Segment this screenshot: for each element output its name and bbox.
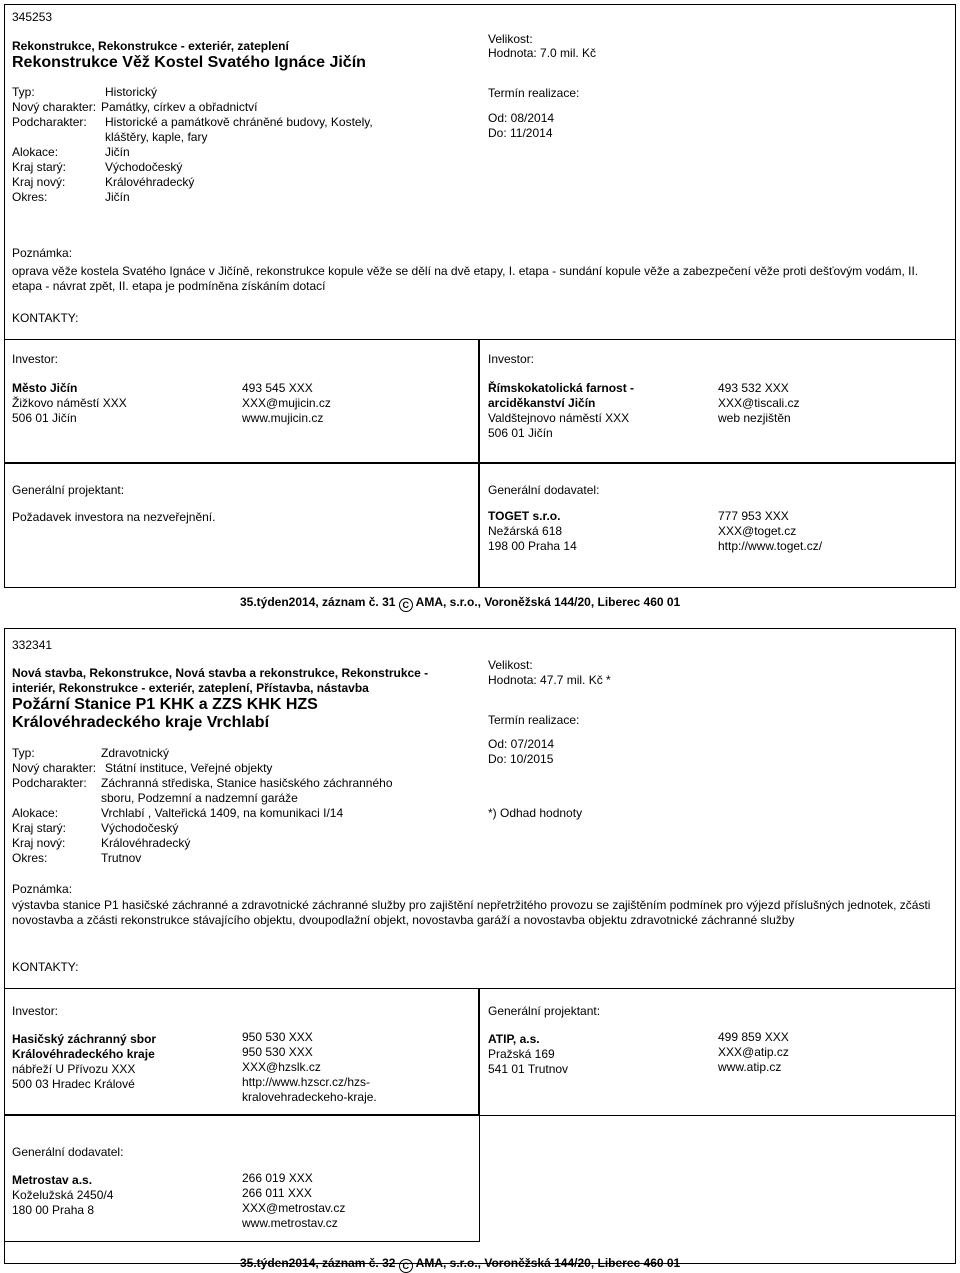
footer-company: AMA, s.r.o., Voroněžská 144/20, Liberec 460 01 xyxy=(415,1256,681,1270)
contact-line: Žižkovo náměstí XXX xyxy=(12,396,127,410)
term-label: Termín realizace: xyxy=(488,86,580,100)
contact-web: www.metrostav.cz xyxy=(242,1216,338,1230)
size-label: Velikost: xyxy=(488,32,533,46)
field-label: Typ: xyxy=(12,746,35,760)
contacts-heading: KONTAKTY: xyxy=(12,311,79,325)
field-value: Historický xyxy=(105,85,158,99)
contact-role: Generální projektant: xyxy=(488,1004,601,1018)
field-value: Památky, církev a obřadnictví xyxy=(101,100,258,114)
contact-phone: 777 953 XXX xyxy=(718,509,789,523)
value: Hodnota: 47.7 mil. Kč * xyxy=(488,673,611,687)
contact-name: TOGET s.r.o. xyxy=(488,509,561,523)
contact-phone: 266 019 XXX xyxy=(242,1171,313,1185)
contact-email: XXX@metrostav.cz xyxy=(242,1201,346,1215)
contact-email: XXX@atip.cz xyxy=(718,1045,789,1059)
record-fields xyxy=(12,85,472,205)
contact-name: ATIP, a.s. xyxy=(488,1032,540,1046)
contact-info xyxy=(718,509,822,554)
contact-web: kralovehradeckeho-kraje. xyxy=(242,1090,377,1104)
record-category xyxy=(12,666,428,696)
field-value: Východočeský xyxy=(105,160,183,174)
record-id: 345253 xyxy=(12,10,53,24)
field-label: Podcharakter: xyxy=(12,115,87,129)
contact-name: Město Jičín xyxy=(12,381,78,395)
contact-email: XXX@mujicin.cz xyxy=(242,396,331,410)
page-footer xyxy=(240,595,680,612)
field-value: Královéhradecký xyxy=(105,175,195,189)
contact-phone: 266 011 XXX xyxy=(242,1186,312,1200)
contact-name: Hasičský záchranný sbor xyxy=(12,1032,157,1046)
record-title xyxy=(12,696,318,732)
contact-email: XXX@hzslk.cz xyxy=(242,1060,321,1074)
contact-phone: 493 532 XXX xyxy=(718,381,789,395)
footer-record: 35.týden2014, záznam č. 31 xyxy=(240,595,396,609)
contact-text: Požadavek investora na nezveřejnění. xyxy=(12,510,216,524)
record-title: Rekonstrukce Věž Kostel Svatého Ignáce Jičín xyxy=(12,54,366,71)
category-line: interiér, Rekonstrukce - exteriér, zateplení, Přístavba, nástavba xyxy=(12,681,369,695)
field-value: Historické a památkově chráněné budovy, Kostely, kláštěry, kaple, fary xyxy=(105,115,373,144)
contact-address xyxy=(488,1032,568,1077)
contact-web: web nezjištěn xyxy=(718,411,791,425)
note-text: oprava věže kostela Svatého Ignáce v Jičíně, rekonstrukce kopule věže se dělí na dvě etapy, I. etapa - sundání kopule věže a zabezpečení věže proti dešťovým vodám, II. etapa - návrat zpět, II. etapa je podmíněna získáním dotací xyxy=(12,264,919,293)
category-line: Nová stavba, Rekonstrukce, Nová stavba a rekonstrukce, Rekonstrukce - xyxy=(12,666,429,680)
contact-role: Investor: xyxy=(488,352,535,366)
field-label: Podcharakter: xyxy=(12,776,87,790)
note-text: výstavba stanice P1 hasičské záchranné a zdravotnické záchranné služby pro zajištění nepřetržitého provozu se zajištěním podmínek pro výjezd příslušných jednotek, zčásti novostavba a zčásti rekonstrukce stávajícího objektu, dvoupodlažní objekt, novostavba garáží a novostavba objektu zdravotnické záchranné služby xyxy=(12,898,931,927)
contact-web: http://www.hzscr.cz/hzs- xyxy=(242,1075,371,1089)
contact-phone: 950 530 XXX xyxy=(242,1045,313,1059)
size-label: Velikost: xyxy=(488,658,533,672)
field-label: Okres: xyxy=(12,851,48,865)
contact-address xyxy=(488,381,634,441)
contact-address xyxy=(12,1032,156,1092)
footer-record: 35.týden2014, záznam č. 32 xyxy=(240,1256,396,1270)
contact-name: Římskokatolická farnost - xyxy=(488,381,635,395)
page-footer xyxy=(240,1256,680,1273)
contact-line: 500 03 Hradec Králové xyxy=(12,1077,135,1091)
contact-line: Pražská 169 xyxy=(488,1047,555,1061)
contact-info xyxy=(718,381,800,426)
field-value: Státní instituce, Veřejné objekty xyxy=(105,761,273,775)
contact-role: Generální dodavatel: xyxy=(488,483,600,497)
contact-role: Investor: xyxy=(12,1004,59,1018)
contact-web: www.atip.cz xyxy=(718,1060,782,1074)
contact-role: Generální dodavatel: xyxy=(12,1145,124,1159)
term-from: Od: 08/2014 xyxy=(488,111,555,125)
contact-line: 506 01 Jičín xyxy=(488,426,553,440)
title-line: Královéhradeckého kraje Vrchlabí xyxy=(12,714,270,731)
field-label: Alokace: xyxy=(12,145,59,159)
contact-address xyxy=(12,1173,113,1218)
title-line: Požární Stanice P1 KHK a ZZS KHK HZS xyxy=(12,696,318,713)
contact-name: arciděkanství Jičín xyxy=(488,396,596,410)
field-label: Kraj starý: xyxy=(12,821,67,835)
value: Hodnota: 7.0 mil. Kč xyxy=(488,46,597,60)
contact-email: XXX@toget.cz xyxy=(718,524,797,538)
contact-projektant xyxy=(4,462,480,588)
field-value: Trutnov xyxy=(101,851,142,865)
contact-line: Nežárská 618 xyxy=(488,524,563,538)
term-to: Do: 10/2015 xyxy=(488,752,554,766)
estimate-note: *) Odhad hodnoty xyxy=(488,806,583,820)
contact-line: 198 00 Praha 14 xyxy=(488,539,577,553)
field-value: Záchranná střediska, Stanice hasičského záchranného sboru, Podzemní a nadzemní garáže xyxy=(101,776,393,805)
field-label: Kraj starý: xyxy=(12,160,67,174)
contact-phone: 499 859 XXX xyxy=(718,1030,789,1044)
record-id: 332341 xyxy=(12,638,53,652)
contact-phone: 493 545 XXX xyxy=(242,381,313,395)
copyright-icon: C xyxy=(399,598,413,612)
footer-company: AMA, s.r.o., Voroněžská 144/20, Liberec 460 01 xyxy=(415,595,681,609)
field-value: Vrchlabí , Valteřická 1409, na komunikaci I/14 xyxy=(101,806,344,820)
field-value: Královéhradecký xyxy=(101,836,191,850)
field-value: Jičín xyxy=(105,190,130,204)
contact-address xyxy=(12,381,127,426)
contact-role: Generální projektant: xyxy=(12,483,125,497)
field-value: Jičín xyxy=(105,145,130,159)
term-from: Od: 07/2014 xyxy=(488,737,555,751)
contact-email: XXX@tiscali.cz xyxy=(718,396,800,410)
note-label: Poznámka: xyxy=(12,882,73,896)
contact-line: Koželužská 2450/4 xyxy=(12,1188,114,1202)
contact-line: 180 00 Praha 8 xyxy=(12,1203,95,1217)
contact-info xyxy=(718,1030,789,1075)
term-to: Do: 11/2014 xyxy=(488,126,553,140)
contact-info xyxy=(242,1171,345,1231)
field-value: Zdravotnický xyxy=(101,746,170,760)
field-label: Alokace: xyxy=(12,806,59,820)
contact-address xyxy=(488,509,577,554)
field-value: Východočeský xyxy=(101,821,179,835)
field-label: Kraj nový: xyxy=(12,836,66,850)
copyright-icon: C xyxy=(399,1259,413,1273)
field-label: Okres: xyxy=(12,190,48,204)
contact-info xyxy=(242,1030,377,1105)
term-label: Termín realizace: xyxy=(488,713,580,727)
contact-info xyxy=(242,381,331,426)
contact-name: Královéhradeckého kraje xyxy=(12,1047,155,1061)
field-label: Nový charakter: xyxy=(12,761,97,775)
contact-role: Investor: xyxy=(12,352,59,366)
field-label: Typ: xyxy=(12,85,35,99)
field-label: Kraj nový: xyxy=(12,175,66,189)
contact-name: Metrostav a.s. xyxy=(12,1173,93,1187)
contact-line: nábřeží U Přívozu XXX xyxy=(12,1062,136,1076)
record-category: Rekonstrukce, Rekonstrukce - exteriér, zateplení xyxy=(12,39,289,53)
contact-line: 506 01 Jičín xyxy=(12,411,77,425)
contacts-heading: KONTAKTY: xyxy=(12,960,79,974)
contact-web: http://www.toget.cz/ xyxy=(718,539,823,553)
note-label: Poznámka: xyxy=(12,246,73,260)
contact-line: Valdštejnovo náměstí XXX xyxy=(488,411,630,425)
contact-web: www.mujicin.cz xyxy=(242,411,324,425)
contact-phone: 950 530 XXX xyxy=(242,1030,313,1044)
record-fields xyxy=(12,746,472,866)
field-label: Nový charakter: xyxy=(12,100,97,114)
contact-line: 541 01 Trutnov xyxy=(488,1062,569,1076)
